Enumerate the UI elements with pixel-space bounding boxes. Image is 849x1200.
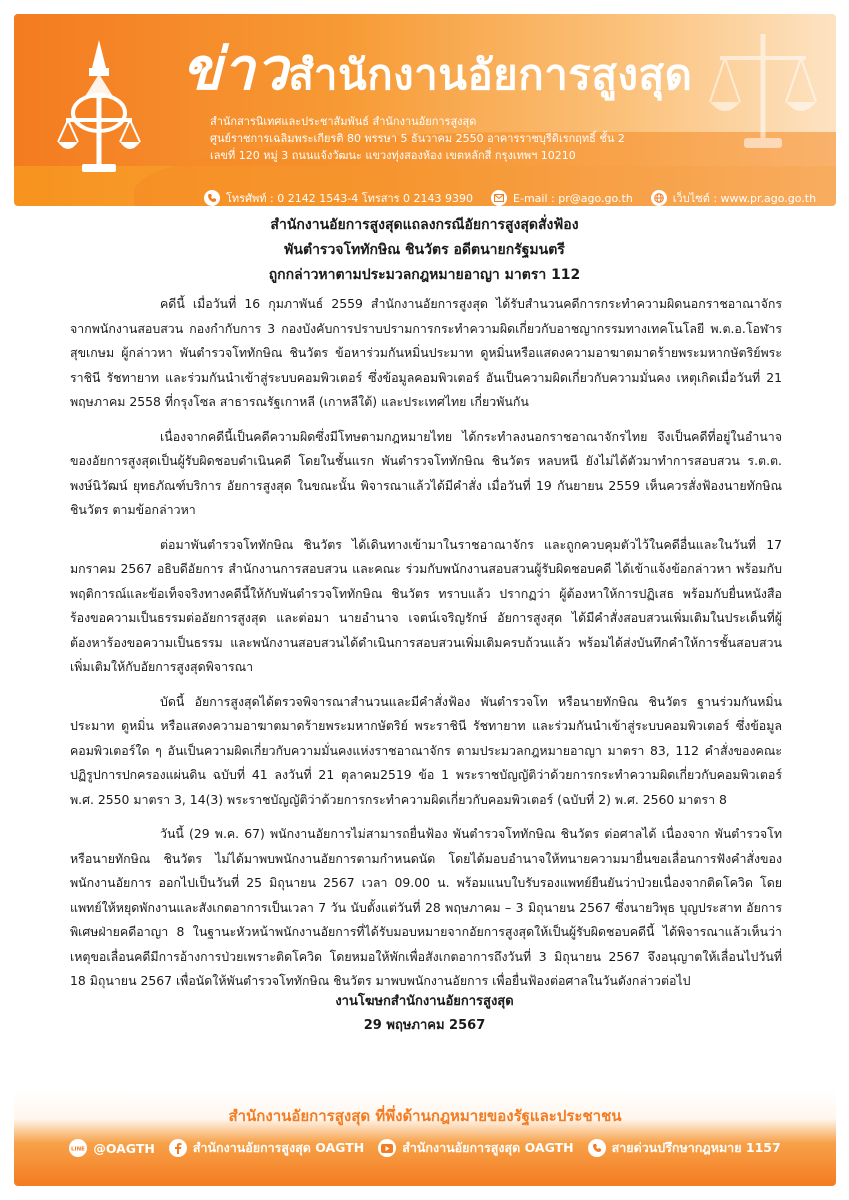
email-text: E-mail : pr@ago.go.th — [513, 191, 633, 205]
signoff-org: งานโฆษกสำนักงานอัยการสูงสุด — [335, 994, 514, 1009]
email-contact[interactable] — [491, 190, 633, 206]
body-paragraph-2: เนื่องจากคดีนี้เป็นคดีความผิดซึ่งมีโทษตามกฎหมายไทย ได้กระทำลงนอกราชอาณาจักรไทย จึงเป็นคดีที่อยู่ในอำนาจของอัยการสูงสุดเป็นผู้รับผิดชอบดำเนินคดี โดยในชั้นแรก พันตำรวจโททักษิณ ชินวัตร หลบหนี ยังไม่ได้ตัวมาทำการสอบสวน ร.ต.ต. พงษ์นิวัฒน์ ยุทธภัณฑ์บริการ อัยการสูงสุด ในขณะนั้น พิจารณาแล้วได้มีคำสั่ง เมื่อวันที่ 19 กันยายน 2559 เห็นควรสั่งฟ้องนายทักษิณ ชินวัตร ตามข้อกล่าวหา — [70, 428, 782, 517]
signoff-date: 29 พฤษภาคม 2567 — [363, 1018, 486, 1033]
press-release-body — [70, 292, 782, 994]
website-contact[interactable] — [651, 189, 816, 206]
line-icon — [69, 1139, 87, 1157]
facebook-icon — [169, 1139, 187, 1157]
phone-hotline-icon — [588, 1139, 606, 1157]
facebook-label: สำนักงานอัยการสูงสุด OAGTH — [192, 1140, 365, 1155]
headline-line-2: พันตำรวจโททักษิณ ชินวัตร อดีตนายกรัฐมนตรี — [284, 242, 565, 258]
line-icon-text: LINE — [71, 1146, 86, 1153]
phone-contact — [204, 189, 473, 206]
footer-links — [14, 1138, 836, 1158]
body-paragraph-5: วันนี้ (29 พ.ค. 67) พนักงานอัยการไม่สามารถยื่นฟ้อง พันตำรวจโททักษิณ ชินวัตร ต่อศาลได้ เนื่องจาก พันตำรวจโทหรือนายทักษิณ ชินวัตร ไม่ได้มาพบพนักงานอัยการตามกำหนดนัด โดยได้มอบอำนาจให้ทนายความมายื่นขอเลื่อนการฟังคำสั่งของพนักงานอัยการ ออกไปเป็นวันที่ 25 มิถุนายน 2567 เวลา 09.00 น. พร้อมแนบใบรับรองแพทย์ยืนยันว่าป่วยเนื่องจากติดโควิด โดยแพทย์ให้หยุดพักงานและสังเกตอาการเป็นเวลา 7 วัน นับตั้งแต่วันที่ 28 พฤษภาคม – 3 มิถุนายน 2567 ซึ่งนายวิพุธ บุญประสาท อัยการพิเศษฝ่ายคดีอาญา 8 ในฐานะหัวหน้าพนักงานอัยการที่ได้รับมอบหมายจากอัยการสูงสุดให้เป็นผู้รับผิดชอบคดีนี้ ได้พิจารณาแล้วเห็นว่า เหตุขอเลื่อนคดีมีการอ้างการป่วยเพราะติดโควิด โดยหมอให้พักเพื่อสังเกตอาการถึงวันที่ 3 มิถุนายน 2567 จึงอนุญาตให้เลื่อนไปวันที่ 18 มิถุนายน 2567 เพื่อนัดให้พันตำรวจโททักษิณ ชินวัตร มาพบพนักงานอัยการ เพื่อยื่นฟ้องต่อศาลในวันดังกล่าวต่อไป — [70, 826, 782, 988]
body-paragraph-1: คดีนี้ เมื่อวันที่ 16 กุมภาพันธ์ 2559 สำนักงานอัยการสูงสุด ได้รับสำนวนคดีการกระทำความผิดนอกราชอาณาจักร จากพนักงานสอบสวน กองกำกับการ 3 กองบังคับการปราบปรามการกระทำความผิดเกี่ยวกับอาชญากรรมทางเทคโนโลยี พ.ต.อ.โอฬาร สุขเกษม ผู้กล่าวหา พันตำรวจโททักษิณ ชินวัตร ข้อหาร่วมกันหมิ่นประมาท ดูหมิ่นหรือแสดงความอาฆาตมาดร้ายพระมหากษัตริย์พระราชินี รัชทายาท และร่วมกันนำเข้าสู่ระบบคอมพิวเตอร์ ซึ่งข้อมูลคอมพิวเตอร์ อันเป็นความผิดเกี่ยวกับความมั่นคง เหตุเกิดเมื่อวันที่ 21 พฤษภาคม 2558 ที่กรุงโซล สาธารณรัฐเกาหลี (เกาหลีใต้) และประเทศไทย เกี่ยวพันกัน — [70, 296, 782, 409]
phone-icon — [204, 190, 220, 206]
headline-line-3: ถูกกล่าวหาตามประมวลกฎหมายอาญา มาตรา 112 — [268, 267, 581, 283]
contact-row — [204, 186, 816, 206]
facebook-link[interactable] — [169, 1138, 364, 1158]
line-link[interactable] — [69, 1138, 155, 1158]
header-title-org: สำนักงานอัยการสูงสุด — [288, 50, 693, 99]
footer-tagline: สำนักงานอัยการสูงสุด ที่พึ่งด้านกฎหมายของรัฐและประชาชน — [228, 1107, 622, 1125]
phone-text: โทรศัพท์ : 0 2142 1543-4 โทรสาร 0 2143 9390 — [226, 192, 474, 205]
body-paragraph-3: ต่อมาพันตำรวจโททักษิณ ชินวัตร ได้เดินทางเข้ามาในราชอาณาจักร และถูกควบคุมตัวไว้ในคดีอื่นและในวันที่ 17 มกราคม 2567 อธิบดีอัยการ สำนักงานการสอบสวน และคณะ ร่วมกับพนักงานสอบสวนผู้รับผิดชอบคดี ได้เข้าแจ้งข้อกล่าวหา พร้อมกับพฤติการณ์และข้อเท็จจริงทางคดีนี้ให้กับพันตำรวจโททักษิณ ชินวัตร ทราบแล้ว ปรากฏว่า ผู้ต้องหาให้การปฏิเสธ พร้อมกับยื่นหนังสือร้องขอความเป็นธรรมต่ออัยการสูงสุด และต่อมา นายอำนาจ เจตน์เจริญรักษ์ อัยการสูงสุด ได้มีคำสั่งสอบสวนเพิ่มเติมในประเด็นที่ผู้ต้องหาร้องขอความเป็นธรรม และพนักงานสอบสวนได้ดำเนินการสอบสวนเพิ่มเติมครบถ้วนแล้ว พร้อมได้ส่งบันทึกคำให้การชั้นสอบสวนเพิ่มเติมให้กับอัยการสูงสุดพิจารณา — [70, 536, 782, 674]
globe-icon — [651, 190, 667, 206]
body-paragraph-4: บัดนี้ อัยการสูงสุดได้ตรวจพิจารณาสำนวนและมีคำสั่งฟ้อง พันตำรวจโท หรือนายทักษิณ ชินวัตร ฐานร่วมกันหมิ่นประมาท ดูหมิ่น หรือแสดงความอาฆาตมาดร้ายพระมหากษัตริย์ พระราชินี รัชทายาท และร่วมกันนำเข้าสู่ระบบคอมพิวเตอร์ ซึ่งข้อมูลคอมพิวเตอร์ใด ๆ อันเป็นความผิดเกี่ยวกับความมั่นคงแห่งราชอาณาจักร ตามประมวลกฎหมายอาญา มาตรา 83, 112 คำสั่งของคณะปฏิรูปการปกครองแผ่นดิน ฉบับที่ 41 ลงวันที่ 21 ตุลาคม2519 ข้อ 1 พระราชบัญญัติว่าด้วยการกระทำความผิดเกี่ยวกับคอมพิวเตอร์ พ.ศ. 2550 มาตรา 3, 14(3) พระราชบัญญัติว่าด้วยการกระทำความผิดเกี่ยวกับคอมพิวเตอร์ (ฉบับที่ 2) พ.ศ. 2560 มาตรา 8 — [70, 693, 782, 807]
address-line-2: ศูนย์ราชการเฉลิมพระเกียรติ 80 พรรษา 5 ธันวาคม 2550 อาคารราชบุรีดิเรกฤทธิ์ ชั้น 2 — [210, 132, 625, 145]
hotline-label: สายด่วนปรึกษากฎหมาย 1157 — [611, 1140, 781, 1155]
header-title-news: ข่าว — [182, 35, 289, 103]
line-label: @OAGTH — [93, 1140, 155, 1156]
headline-line-1: สำนักงานอัยการสูงสุดแถลงกรณีอัยการสูงสุดสั่งฟ้อง — [270, 217, 579, 233]
signoff-block — [0, 990, 849, 1038]
youtube-label: สำนักงานอัยการสูงสุด OAGTH — [402, 1140, 574, 1155]
header-banner — [14, 14, 836, 206]
address-line-3: เลขที่ 120 หมู่ 3 ถนนแจ้งวัฒนะ แขวงทุ่งสองห้อง เขตหลักสี่ กรุงเทพฯ 10210 — [210, 149, 576, 162]
website-text: เว็บไซต์ : www.pr.ago.go.th — [672, 192, 817, 205]
email-icon — [491, 190, 507, 206]
hotline-link[interactable] — [588, 1138, 781, 1158]
youtube-link[interactable] — [378, 1138, 573, 1158]
scales-of-justice-icon — [708, 24, 818, 154]
ago-emblem-icon — [44, 38, 154, 178]
header-title — [182, 35, 693, 103]
address-line-1: สำนักสารนิเทศและประชาสัมพันธ์ สำนักงานอัยการสูงสุด — [210, 115, 477, 128]
press-release-headline — [0, 213, 849, 288]
youtube-icon — [378, 1139, 396, 1157]
footer-banner — [14, 1090, 836, 1186]
